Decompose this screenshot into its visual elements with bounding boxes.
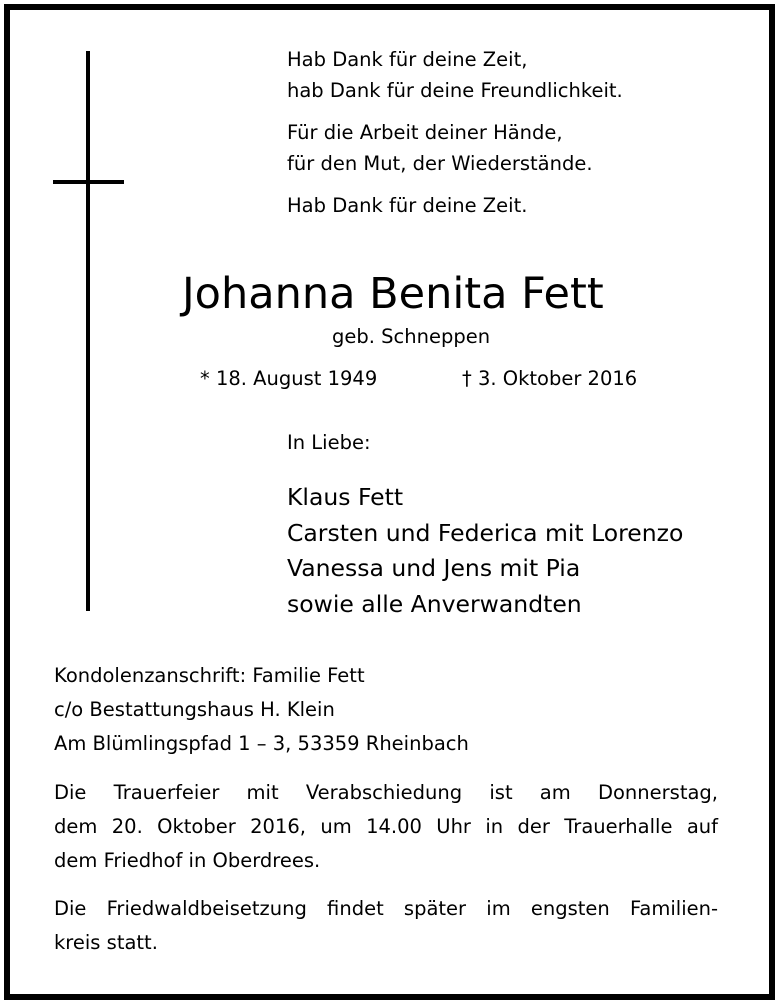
mourner-name: Klaus Fett xyxy=(287,483,404,511)
ceremony-paragraph xyxy=(54,776,718,878)
cross-icon xyxy=(86,51,90,611)
mourner-name: sowie alle Anverwandten xyxy=(287,589,582,618)
memorial-verse xyxy=(287,44,747,221)
verse-line: Hab Dank für deine Zeit. xyxy=(287,194,528,217)
address-line: Kondolenzanschrift: Familie Fett xyxy=(54,664,365,687)
mourner-name: Carsten und Federica mit Lorenzo xyxy=(287,518,684,547)
mourner-name: Vanessa und Jens mit Pia xyxy=(287,554,581,582)
paragraph-line: kreis statt. xyxy=(54,931,158,954)
address-line: Am Blümlingspfad 1 – 3, 53359 Rheinbach xyxy=(54,732,469,755)
condolence-address xyxy=(54,659,469,761)
paragraph-line: Die Friedwaldbeisetzung findet später im engsten Familien- xyxy=(54,897,718,920)
mourners-list xyxy=(287,480,683,622)
mourners-intro: In Liebe: xyxy=(287,431,371,454)
verse-line: für den Mut, der Wiederstände. xyxy=(287,152,593,175)
paragraph-line: dem Friedhof in Oberdrees. xyxy=(54,849,321,872)
birth-date: * 18. August 1949 xyxy=(200,367,378,390)
address-line: c/o Bestattungshaus H. Klein xyxy=(54,698,335,721)
verse-line: Hab Dank für deine Zeit, xyxy=(287,48,528,71)
verse-line: hab Dank für deine Freundlichkeit. xyxy=(287,79,623,102)
deceased-name: Johanna Benita Fett xyxy=(182,269,604,319)
burial-paragraph xyxy=(54,892,718,960)
maiden-name: geb. Schneppen xyxy=(332,325,491,348)
death-date: † 3. Oktober 2016 xyxy=(462,367,638,390)
paragraph-line: dem 20. Oktober 2016, um 14.00 Uhr in der Trauerhalle auf xyxy=(54,815,718,838)
paragraph-line: Die Trauerfeier mit Verabschiedung ist am Donnerstag, xyxy=(54,781,718,804)
verse-line: Für die Arbeit deiner Hände, xyxy=(287,121,563,144)
cross-icon-crossbar xyxy=(53,180,124,184)
